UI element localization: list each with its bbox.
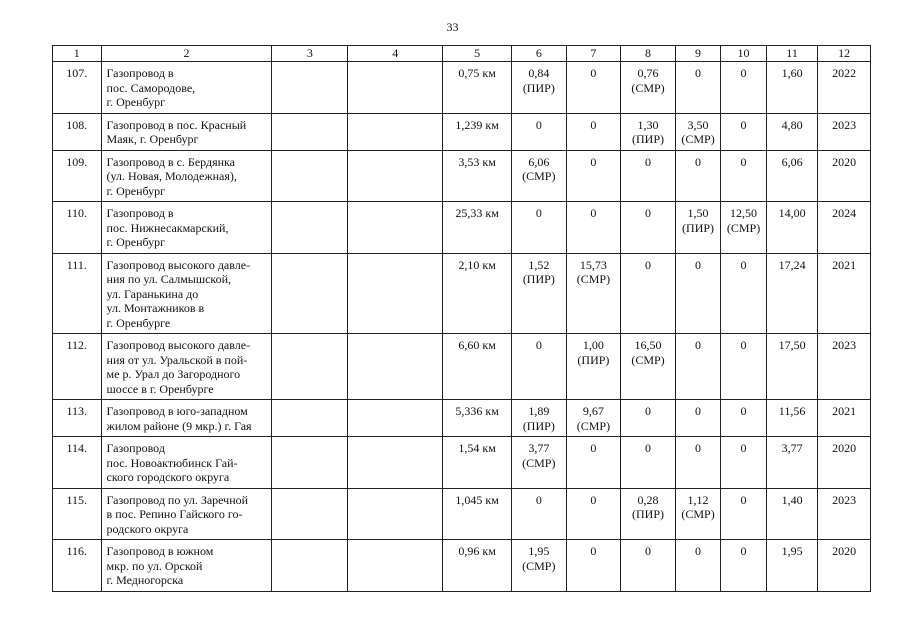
cell-line: г. Оренбург	[106, 235, 166, 249]
length-cell: 1,239 км	[443, 113, 512, 150]
cell-line: 0	[740, 117, 747, 132]
cell-line: 0	[740, 544, 747, 558]
cell-line: Газопровод в с. Бердянка	[106, 154, 236, 169]
col3-cell	[272, 540, 348, 592]
value-cell-c6	[512, 488, 567, 540]
col4-cell	[348, 400, 443, 437]
object-name-cell	[101, 62, 272, 114]
cell-line: (ул. Новая, Молодежная),	[106, 169, 237, 183]
value-cell-c10	[721, 62, 767, 114]
value-cell-c8	[621, 253, 676, 334]
cell-line: 1,95	[528, 544, 550, 558]
cell-line: (СМР)	[576, 418, 611, 433]
value-cell-c10	[721, 202, 767, 254]
value-cell-c6	[512, 437, 567, 489]
value-cell-c7	[566, 202, 621, 254]
cell-line: г. Оренбург	[106, 183, 166, 198]
year-cell: 2020	[818, 437, 871, 489]
value-cell-c7	[566, 62, 621, 114]
value-cell-c10	[721, 488, 767, 540]
table-row	[53, 437, 871, 489]
value-cell-c6	[512, 540, 567, 592]
year-cell: 2021	[818, 253, 871, 334]
col4-cell	[348, 488, 443, 540]
object-name-cell	[101, 334, 272, 400]
cell-line: 0	[695, 441, 702, 455]
cell-line: ния от ул. Уральской в пой-	[106, 352, 248, 367]
object-name-cell	[101, 400, 272, 437]
cell-line: 0	[590, 492, 597, 507]
header-cell-6: 6	[512, 46, 567, 62]
value-cell-c9	[675, 113, 721, 150]
cell-line: 0	[645, 544, 651, 558]
value-cell-c6	[512, 150, 567, 202]
header-cell-12: 12	[818, 46, 871, 62]
col3-cell	[272, 488, 348, 540]
cell-line: (СМР)	[522, 169, 556, 183]
year-cell: 2024	[818, 202, 871, 254]
header-cell-4: 4	[348, 46, 443, 62]
cell-line: 0,76	[637, 66, 659, 80]
header-cell-8: 8	[621, 46, 676, 62]
value-cell-c10	[721, 253, 767, 334]
cell-line: 0	[695, 154, 702, 169]
year-cell: 2023	[818, 488, 871, 540]
cell-line: 0	[695, 404, 702, 418]
value-cell-c6	[512, 62, 567, 114]
table-body	[53, 62, 871, 592]
object-name-cell	[101, 113, 272, 150]
col3-cell	[272, 437, 348, 489]
header-cell-5: 5	[443, 46, 512, 62]
col3-cell	[272, 253, 348, 334]
value-cell-c10	[721, 113, 767, 150]
cell-line: 3,50	[687, 117, 709, 132]
col4-cell	[348, 150, 443, 202]
value-cell-c8	[621, 488, 676, 540]
cell-line: г. Оренбурге	[106, 315, 171, 330]
cell-line: 9,67	[582, 404, 604, 418]
cell-line: 0	[535, 206, 542, 220]
row-number-cell: 111.	[53, 253, 102, 334]
cell-line: (СМР)	[522, 455, 556, 470]
col4-cell	[348, 253, 443, 334]
cell-line: 0	[645, 441, 651, 455]
row-number-cell: 109.	[53, 150, 102, 202]
cell-line: в пос. Репино Гайского го-	[106, 507, 243, 521]
value-cell-c7	[566, 400, 621, 437]
total-cell: 3,77	[766, 437, 818, 489]
row-number-cell: 115.	[53, 488, 102, 540]
cell-line: (СМР)	[726, 220, 761, 235]
value-cell-c9	[675, 540, 721, 592]
cell-line: 1,30	[637, 117, 659, 132]
total-cell: 4,80	[766, 113, 818, 150]
col4-cell	[348, 113, 443, 150]
value-cell-c9	[675, 62, 721, 114]
cell-line: (ПИР)	[522, 80, 555, 95]
length-cell: 1,54 км	[443, 437, 512, 489]
row-number-cell: 107.	[53, 62, 102, 114]
row-number-cell: 108.	[53, 113, 102, 150]
value-cell-c10	[721, 437, 767, 489]
value-cell-c8	[621, 540, 676, 592]
object-name-cell	[101, 437, 272, 489]
year-cell: 2023	[818, 334, 871, 400]
cell-line: 0	[590, 66, 597, 80]
cell-line: Газопровод в	[106, 66, 174, 80]
cell-line: 12,50	[730, 206, 758, 220]
cell-line: ме р. Урал до Загородного	[106, 367, 241, 381]
cell-line: 0	[740, 257, 747, 272]
length-cell: 5,336 км	[443, 400, 512, 437]
total-cell: 17,24	[766, 253, 818, 334]
value-cell-c7	[566, 540, 621, 592]
cell-line: 0	[740, 492, 747, 507]
cell-line: 0	[590, 117, 597, 132]
col4-cell	[348, 540, 443, 592]
cell-line: ул. Монтажников в	[106, 301, 205, 315]
value-cell-c7	[566, 488, 621, 540]
value-cell-c8	[621, 334, 676, 400]
cell-line: Газопровод по ул. Заречной	[106, 492, 249, 507]
cell-line: 0	[645, 154, 651, 169]
value-cell-c9	[675, 334, 721, 400]
cell-line: 0	[740, 441, 747, 455]
cell-line: 0	[695, 257, 702, 272]
value-cell-c8	[621, 400, 676, 437]
cell-line: 16,50	[634, 338, 662, 352]
table-row	[53, 488, 871, 540]
length-cell: 25,33 км	[443, 202, 512, 254]
total-cell: 1,95	[766, 540, 818, 592]
col3-cell	[272, 202, 348, 254]
gas-pipeline-table	[52, 45, 871, 592]
header-cell-10: 10	[721, 46, 767, 62]
col3-cell	[272, 400, 348, 437]
cell-line: родского округа	[106, 521, 189, 536]
cell-line: Газопровод в юго-западном	[106, 404, 248, 418]
cell-line: 0	[695, 66, 702, 80]
cell-line: Газопровод	[106, 441, 165, 455]
cell-line: 0	[590, 206, 597, 220]
cell-line: 0,84	[528, 66, 550, 80]
table-row	[53, 150, 871, 202]
cell-line: ул. Гаранькина до	[106, 286, 199, 301]
cell-line: 0,28	[637, 492, 659, 507]
page-number: 33	[446, 20, 459, 34]
value-cell-c8	[621, 62, 676, 114]
cell-line: жилом районе (9 мкр.) г. Гая	[106, 418, 252, 433]
cell-line: Маяк, г. Оренбург	[106, 132, 199, 146]
length-cell: 3,53 км	[443, 150, 512, 202]
table-row	[53, 540, 871, 592]
cell-line: мкр. по ул. Орской	[106, 558, 203, 573]
total-cell: 1,60	[766, 62, 818, 114]
cell-line: 1,12	[687, 492, 709, 507]
cell-line: шоссе в г. Оренбурге	[106, 381, 214, 396]
cell-line: 0	[695, 544, 702, 558]
object-name-cell	[101, 488, 272, 540]
value-cell-c10	[721, 540, 767, 592]
total-cell: 17,50	[766, 334, 818, 400]
value-cell-c7	[566, 334, 621, 400]
length-cell: 2,10 км	[443, 253, 512, 334]
header-cell-11: 11	[766, 46, 818, 62]
cell-line: 0	[590, 441, 597, 455]
cell-line: Газопровод высокого давле-	[106, 257, 251, 272]
cell-line: 0	[740, 404, 747, 418]
value-cell-c7	[566, 150, 621, 202]
cell-line: 0	[645, 206, 651, 220]
header-cell-2: 2	[101, 46, 272, 62]
cell-line: (ПИР)	[577, 352, 610, 367]
cell-line: (СМР)	[631, 352, 665, 367]
total-cell: 6,06	[766, 150, 818, 202]
header-row	[53, 46, 871, 62]
length-cell: 0,75 км	[443, 62, 512, 114]
value-cell-c6	[512, 253, 567, 334]
cell-line: 0	[645, 404, 651, 418]
value-cell-c8	[621, 113, 676, 150]
cell-line: г. Оренбург	[106, 95, 166, 109]
table-row	[53, 62, 871, 114]
cell-line: Газопровод в	[106, 206, 174, 220]
row-number-cell: 110.	[53, 202, 102, 254]
cell-line: ского городского округа	[106, 470, 230, 484]
value-cell-c9	[675, 253, 721, 334]
cell-line: (ПИР)	[632, 507, 664, 521]
object-name-cell	[101, 540, 272, 592]
table-row	[53, 400, 871, 437]
cell-line: 0	[740, 154, 747, 169]
cell-line: г. Медногорска	[106, 573, 184, 587]
col4-cell	[348, 202, 443, 254]
col3-cell	[272, 62, 348, 114]
table-row	[53, 113, 871, 150]
length-cell: 6,60 км	[443, 334, 512, 400]
cell-line: 1,52	[528, 257, 550, 272]
cell-line: Газопровод в южном	[106, 544, 214, 558]
cell-line: 0	[590, 154, 597, 169]
value-cell-c6	[512, 334, 567, 400]
cell-line: 1,50	[687, 206, 709, 220]
cell-line: (СМР)	[681, 507, 715, 521]
cell-line: (СМР)	[522, 558, 556, 573]
cell-line: 0	[645, 257, 651, 272]
value-cell-c9	[675, 437, 721, 489]
value-cell-c9	[675, 400, 721, 437]
value-cell-c6	[512, 400, 567, 437]
table-row	[53, 202, 871, 254]
row-number-cell: 113.	[53, 400, 102, 437]
length-cell: 1,045 км	[443, 488, 512, 540]
header-cell-9: 9	[675, 46, 721, 62]
cell-line: пос. Нижнесакмарский,	[106, 220, 229, 235]
table-row	[53, 334, 871, 400]
value-cell-c6	[512, 202, 567, 254]
object-name-cell	[101, 202, 272, 254]
col3-cell	[272, 150, 348, 202]
value-cell-c9	[675, 488, 721, 540]
value-cell-c10	[721, 334, 767, 400]
col4-cell	[348, 62, 443, 114]
value-cell-c9	[675, 150, 721, 202]
cell-line: Газопровод в пос. Красный	[106, 117, 247, 132]
value-cell-c9	[675, 202, 721, 254]
cell-line: (СМР)	[576, 272, 611, 286]
row-number-cell: 114.	[53, 437, 102, 489]
year-cell: 2021	[818, 400, 871, 437]
cell-line: пос. Самородове,	[106, 80, 196, 95]
cell-line: 0	[740, 338, 747, 352]
cell-line: 0	[535, 492, 542, 507]
object-name-cell	[101, 253, 272, 334]
cell-line: 0	[590, 544, 597, 558]
cell-line: (СМР)	[631, 80, 665, 95]
year-cell: 2023	[818, 113, 871, 150]
header-cell-3: 3	[272, 46, 348, 62]
total-cell: 1,40	[766, 488, 818, 540]
year-cell: 2020	[818, 540, 871, 592]
col3-cell	[272, 113, 348, 150]
col4-cell	[348, 334, 443, 400]
header-cell-7: 7	[566, 46, 621, 62]
value-cell-c7	[566, 253, 621, 334]
cell-line: 0	[535, 117, 542, 132]
cell-line: 0	[740, 66, 747, 80]
cell-line: ния по ул. Салмышской,	[106, 272, 232, 286]
value-cell-c8	[621, 202, 676, 254]
row-number-cell: 112.	[53, 334, 102, 400]
cell-line: 1,00	[582, 338, 604, 352]
col3-cell	[272, 334, 348, 400]
table-row	[53, 253, 871, 334]
value-cell-c7	[566, 113, 621, 150]
value-cell-c8	[621, 437, 676, 489]
cell-line: (ПИР)	[682, 220, 715, 235]
cell-line: (ПИР)	[522, 418, 555, 433]
cell-line: Газопровод высокого давле-	[106, 338, 251, 352]
year-cell: 2022	[818, 62, 871, 114]
cell-line: (СМР)	[681, 132, 715, 146]
cell-line: 3,77	[528, 441, 550, 455]
cell-line: пос. Новоактюбинск Гай-	[106, 455, 238, 470]
cell-line: 0	[535, 338, 542, 352]
header-cell-1: 1	[53, 46, 102, 62]
total-cell: 14,00	[766, 202, 818, 254]
value-cell-c8	[621, 150, 676, 202]
length-cell: 0,96 км	[443, 540, 512, 592]
object-name-cell	[101, 150, 272, 202]
total-cell: 11,56	[766, 400, 818, 437]
cell-line: 1,89	[528, 404, 550, 418]
row-number-cell: 116.	[53, 540, 102, 592]
cell-line: 15,73	[579, 257, 607, 272]
value-cell-c7	[566, 437, 621, 489]
cell-line: 6,06	[528, 154, 550, 169]
cell-line: 0	[695, 338, 702, 352]
cell-line: (ПИР)	[632, 132, 664, 146]
cell-line: (ПИР)	[522, 272, 555, 286]
value-cell-c10	[721, 150, 767, 202]
value-cell-c6	[512, 113, 567, 150]
year-cell: 2020	[818, 150, 871, 202]
value-cell-c10	[721, 400, 767, 437]
col4-cell	[348, 437, 443, 489]
